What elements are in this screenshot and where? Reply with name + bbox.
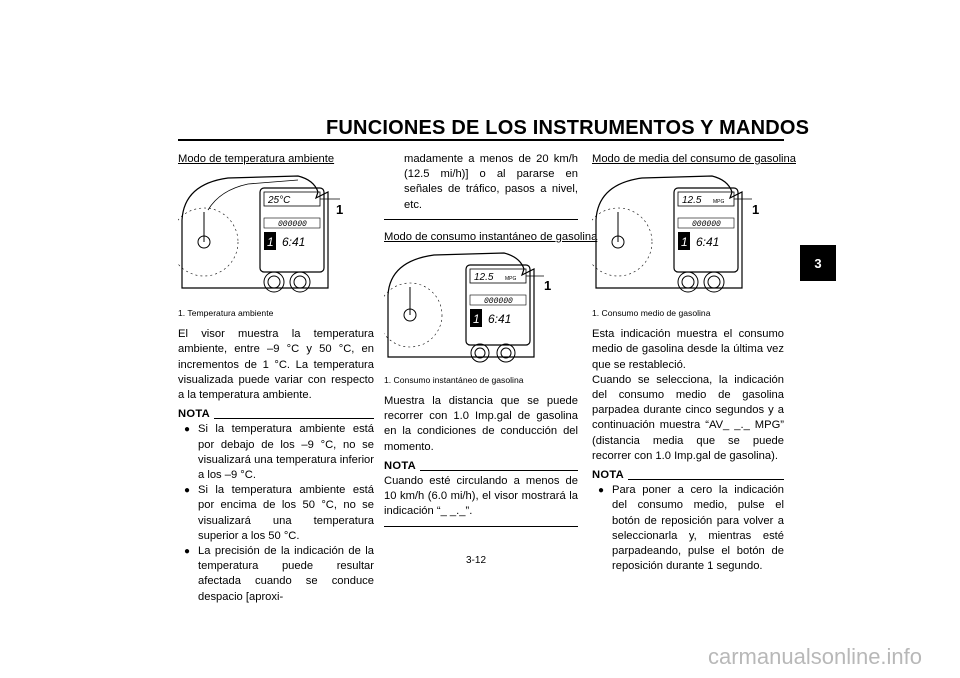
mpg-unit: MPG (505, 276, 517, 283)
column-3 (592, 152, 796, 574)
section-heading: Modo de consumo instantáneo de gasolina (384, 230, 598, 243)
nota-bullet: ● Si la temperatura ambiente está por debajo de los –9 °C, no se visualizará una temperatura inferior a los –9 °C. (178, 422, 374, 483)
section-rule (384, 526, 578, 527)
section-rule (384, 219, 578, 220)
clock-readout: 6:41 (282, 235, 306, 250)
nota-text: Cuando esté circulando a menos de 10 km/h (6.0 mi/h), el visor mostrará la indicación “_ _._”. (384, 475, 578, 518)
figure-caption: 1. Consumo instantáneo de gasolina (384, 375, 524, 386)
instrument-cluster-illustration (384, 249, 578, 365)
odometer-readout: 000000 (278, 220, 307, 230)
body-paragraph: Esta indicación muestra el consumo medio de gasolina desde la última vez que se restableció. (592, 328, 784, 371)
nota-heading (178, 407, 374, 422)
nota-bullet: ● Si la temperatura ambiente está por encima de los 50 °C, no se visualizará una temperatura superior a los 50 °C. (178, 483, 374, 544)
nota-heading (384, 459, 578, 474)
odometer-readout: 000000 (484, 297, 513, 307)
body-paragraph: Muestra la distancia que se puede recorrer con 1.0 Imp.gal de gasolina en la condiciones de conducción del momento. (384, 395, 578, 453)
gear-readout: 1 (473, 312, 480, 327)
callout-number: 1 (544, 278, 552, 294)
clock-readout: 6:41 (696, 235, 720, 250)
body-paragraph: Cuando se selecciona, la indicación del consumo medio de gasolina parpadea durante cinco segundos y a continuación muestra “AV_ _._ MPG” (distancia media que se puede recorrer con 1.0 Imp.gal de gasolina). (592, 373, 784, 462)
column-1 (178, 152, 374, 605)
continued-text: madamente a menos de 20 km/h (12.5 mi/h)] o al pararse en señales de tráfico, pasos a nivel, etc. (404, 153, 578, 211)
nota-bullet-list (592, 483, 784, 574)
page-header-title: FUNCIONES DE LOS INSTRUMENTOS Y MANDOS (326, 117, 810, 139)
figure-caption: 1. Temperatura ambiente (178, 308, 274, 319)
watermark: carmanualsonline.info (708, 644, 923, 669)
nota-label: NOTA (592, 469, 625, 482)
mpg-unit: MPG (713, 199, 725, 206)
instrument-cluster-illustration (178, 170, 374, 298)
header-rule (178, 139, 784, 141)
display-readout: 12.5 (682, 195, 702, 207)
page-number: 3-12 (466, 555, 487, 566)
callout-number: 1 (752, 202, 760, 218)
chapter-tab[interactable]: 3 (800, 245, 836, 281)
section-heading: Modo de temperatura ambiente (178, 153, 335, 165)
nota-label: NOTA (384, 459, 417, 472)
body-paragraph: El visor muestra la temperatura ambiente, entre –9 °C y 50 °C, en incrementos de 1 °C. La temperatura visualizada puede variar con respecto a la temperatura ambiente. (178, 328, 374, 402)
section-heading: Modo de media del consumo de gasolina (592, 153, 796, 165)
figure-caption: 1. Consumo medio de gasolina (592, 308, 711, 319)
nota-bullet: ● Para poner a cero la indicación del consumo medio, pulse el botón de reposición para volver a seleccionarla y, mientras esté parpadeando, pulse el botón de reposición durante 1 segundo. (592, 483, 784, 574)
callout-number: 1 (336, 202, 344, 218)
nota-label: NOTA (178, 408, 211, 421)
nota-bullet-list (178, 422, 374, 604)
instrument-figure (384, 249, 578, 365)
instrument-figure (178, 170, 374, 298)
nota-bullet: ● La precisión de la indicación de la temperatura puede resultar afectada cuando se conduce despacio [aproxi- (178, 544, 374, 605)
gear-readout: 1 (681, 235, 688, 250)
column-2 (384, 152, 598, 527)
clock-readout: 6:41 (488, 312, 512, 327)
odometer-readout: 000000 (692, 220, 721, 230)
nota-heading (592, 468, 784, 483)
display-readout: 12.5 (474, 272, 494, 284)
instrument-cluster-illustration (592, 170, 784, 298)
display-readout: 25°C (268, 195, 291, 207)
gear-readout: 1 (267, 235, 274, 250)
instrument-figure (592, 170, 784, 298)
